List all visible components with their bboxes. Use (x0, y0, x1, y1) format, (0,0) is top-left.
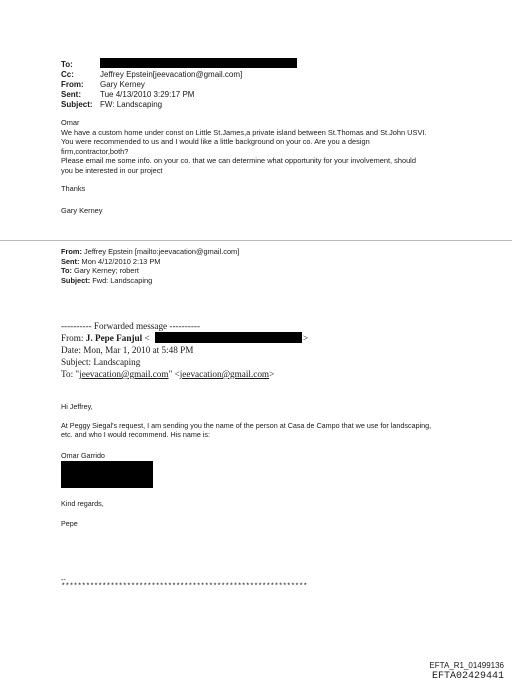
quote-mark: " < (168, 369, 180, 379)
fwd2-to-row (61, 368, 274, 380)
quote-mark: " (75, 369, 80, 379)
fwd2-to-label: To: (61, 369, 74, 379)
fwd2-from-name: J. Pepe Fanjul (85, 333, 143, 343)
body-line: Please email me some info. on your co. that we can determine what opportunity for your involvement, should (61, 156, 416, 166)
email-link[interactable]: jeevacation@gmail.com (79, 369, 169, 379)
angle-bracket: > (269, 369, 275, 379)
header-to-row (61, 60, 100, 70)
fwd-to-label: To: (61, 266, 72, 275)
regards-text: Kind regards, (61, 499, 104, 508)
bates-number: EFTA02429441 (431, 671, 504, 682)
fwd-to-value: Gary Kerney; robert (74, 266, 139, 275)
fwd-sent-value: Mon 4/12/2010 2:13 PM (81, 256, 161, 266)
fwd2-from-gt: > (303, 333, 309, 343)
signature-dash: -- (61, 575, 66, 584)
fwd-subject-label: Subject: (61, 275, 91, 285)
redaction-box (61, 461, 153, 488)
sent-value: Tue 4/13/2010 3:29:17 PM (100, 90, 195, 99)
body-line: you be interested in our project (61, 165, 163, 175)
greeting: Omar (61, 118, 80, 127)
redaction-box (100, 58, 297, 68)
divider (0, 240, 512, 241)
body-line: We have a custom home under const on Little St.James,a private island between St.Thomas and St.John USVI. (61, 127, 427, 137)
body-line: firm,contractor,both? (61, 146, 129, 156)
signature-text: Pepe (61, 519, 78, 528)
bates-number: EFTA_R1_01499136 (429, 661, 504, 670)
from-label: From: (61, 80, 84, 89)
fwd-from-label: From: (61, 247, 82, 256)
fwd-subject-row (61, 276, 152, 285)
subject-value: FW: Landscaping (100, 100, 163, 109)
to-label: To: (61, 60, 73, 69)
fwd2-from-lt: < (144, 333, 150, 343)
header-subject-row (61, 100, 162, 110)
body-paragraph: At Peggy Siegal's request, I am sending you the name of the person at Casa de Campo that we use for landscaping, etc. and who I would recommend. His name is: (61, 421, 432, 440)
subject-label: Subject: (61, 100, 93, 109)
sent-label: Sent: (61, 90, 81, 99)
fwd2-from-row (61, 332, 150, 344)
header-sent-row (61, 90, 194, 100)
signature-text: Gary Kerney (61, 206, 103, 215)
fwd-to-row (61, 266, 139, 275)
fwd-from-row (61, 247, 239, 256)
body-line: You were recommended to us and I would like a little background on your co. Are you a design (61, 137, 370, 147)
fwd2-from-label: From: (61, 333, 84, 343)
redaction-box (155, 332, 302, 343)
fwd-sent-row (61, 257, 160, 266)
fwd-subject-value: Fwd: Landscaping (92, 275, 153, 285)
fwd-sent-label: Sent: (61, 256, 80, 266)
asterisk-line: ************************************************************ (61, 583, 308, 591)
header-cc-row (61, 70, 242, 80)
message-body (61, 118, 461, 176)
name-text: Omar Garrido (61, 451, 105, 460)
email-link[interactable]: jeevacation@gmail.com (179, 369, 270, 379)
forwarded-banner: ---------- Forwarded message ---------- (61, 321, 201, 331)
fwd2-subject: Subject: Landscaping (61, 357, 141, 367)
fwd2-date: Date: Mon, Mar 1, 2010 at 5:48 PM (61, 345, 194, 355)
fwd-from-value: Jeffrey Epstein [mailto:jeevacation@gmail.com] (84, 247, 240, 256)
from-value: Gary Kerney (100, 80, 145, 89)
cc-label: Cc: (61, 70, 74, 79)
thanks-text: Thanks (61, 184, 86, 193)
cc-value: Jeffrey Epstein[jeevacation@gmail.com] (100, 70, 243, 79)
greeting: Hi Jeffrey, (61, 402, 93, 411)
header-from-row (61, 80, 145, 90)
